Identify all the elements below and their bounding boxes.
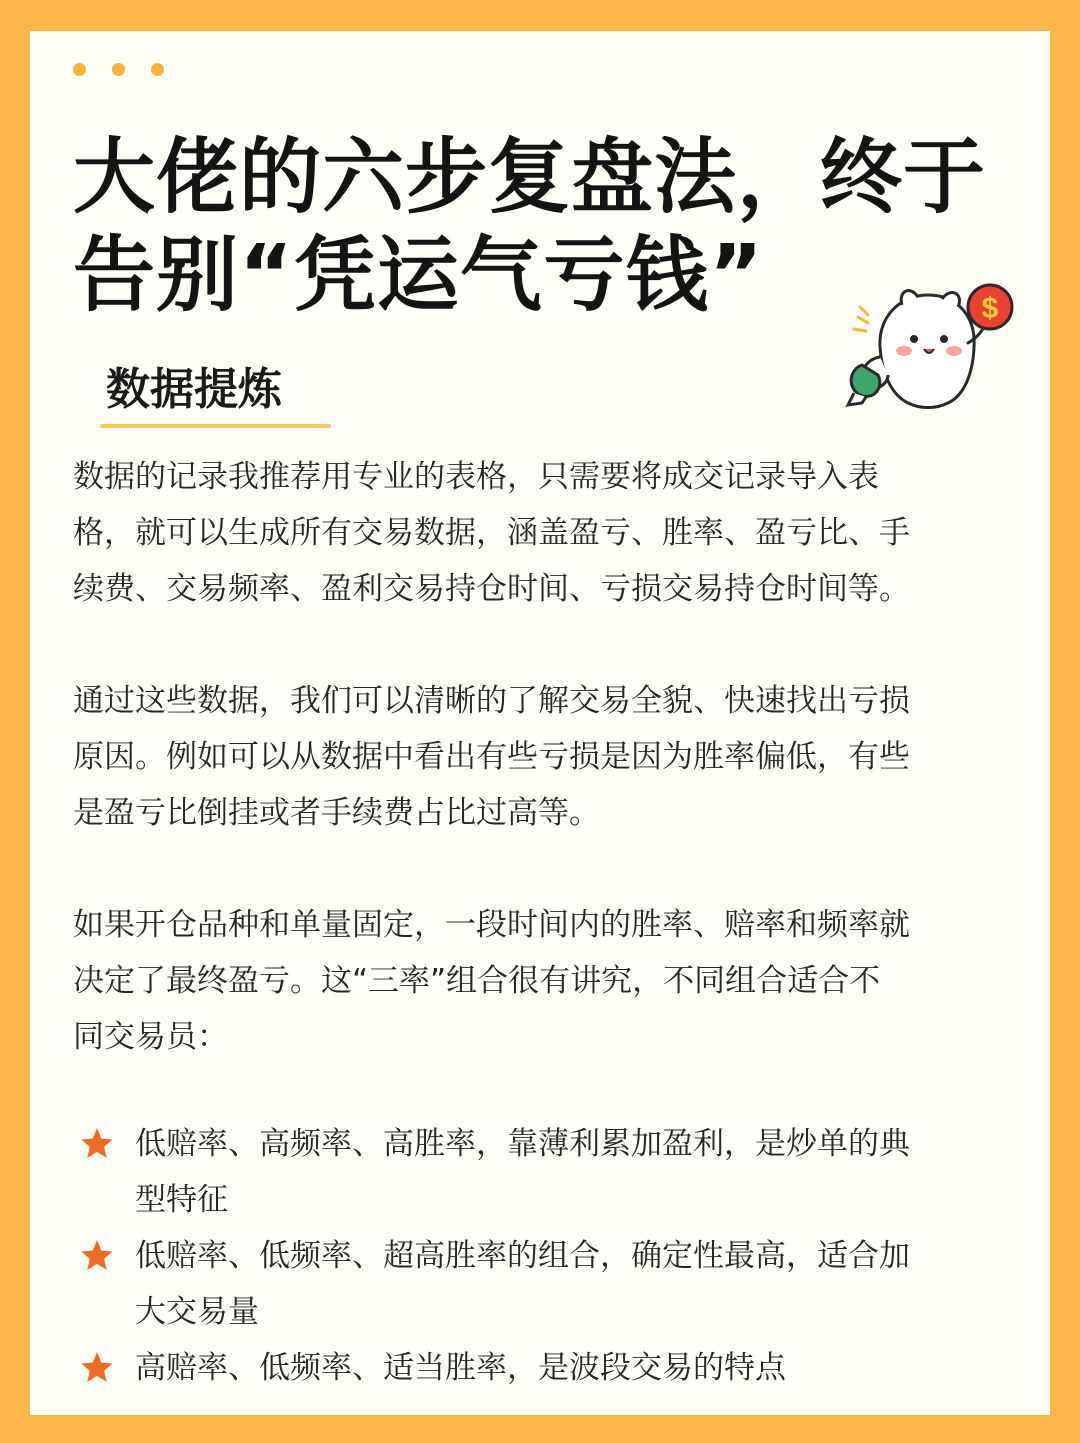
paragraph-line: 原因。例如可以从数据中看出有些亏损是因为胜率偏低，有些 [73,739,910,775]
paragraph [73,449,1028,617]
list-item [73,1116,1033,1228]
paragraph-line: 是盈亏比倒挂或者手续费占比过高等。 [73,795,600,831]
section-underline [100,424,331,428]
bullet-list [73,1116,1033,1396]
body-text [73,449,1028,1065]
list-item-line: 大交易量 [135,1294,259,1330]
dot [73,63,86,76]
paragraph [73,673,1028,841]
dot [112,63,125,76]
list-item-line: 型特征 [135,1182,228,1218]
svg-text:$: $ [981,292,999,325]
star-icon [79,1238,115,1274]
paragraph-line: 续费、交易频率、盈利交易持仓时间、亏损交易持仓时间等。 [73,571,910,607]
content-card [30,31,1050,1415]
list-item [73,1340,1033,1396]
dot [151,63,164,76]
sparkle-icon [854,307,868,331]
title-line: 大佬的六步复盘法，终于 [73,130,987,225]
title-line: 告别“凭运气亏钱” [73,228,764,323]
paragraph-line: 数据的记录我推荐用专业的表格，只需要将成交记录导入表 [73,459,879,495]
paragraph-line: 决定了最终盈亏。这“三率”组合很有讲究，不同组合适合不 [73,963,881,999]
paragraph-line: 同交易员： [73,1019,228,1055]
star-icon [79,1126,115,1162]
mascot-holding-money-icon [840,277,1015,417]
list-item-line: 高赔率、低频率、适当胜率，是波段交易的特点 [135,1350,786,1386]
paragraph-line: 如果开仓品种和单量固定，一段时间内的胜率、赔率和频率就 [73,907,910,943]
section-title: 数据提炼 [106,364,282,415]
dollar-coin-icon [968,285,1012,329]
paragraph-line: 通过这些数据，我们可以清晰的了解交易全貌、快速找出亏损 [73,683,910,719]
paragraph [73,897,1028,1065]
list-item-line: 低赔率、低频率、超高胜率的组合，确定性最高，适合加 [135,1238,910,1274]
list-item [73,1228,1033,1340]
star-icon [79,1350,115,1386]
paragraph-line: 格，就可以生成所有交易数据，涵盖盈亏、胜率、盈亏比、手 [73,515,910,551]
list-item-line: 低赔率、高频率、高胜率，靠薄利累加盈利，是炒单的典 [135,1126,910,1162]
window-dots [73,63,164,76]
